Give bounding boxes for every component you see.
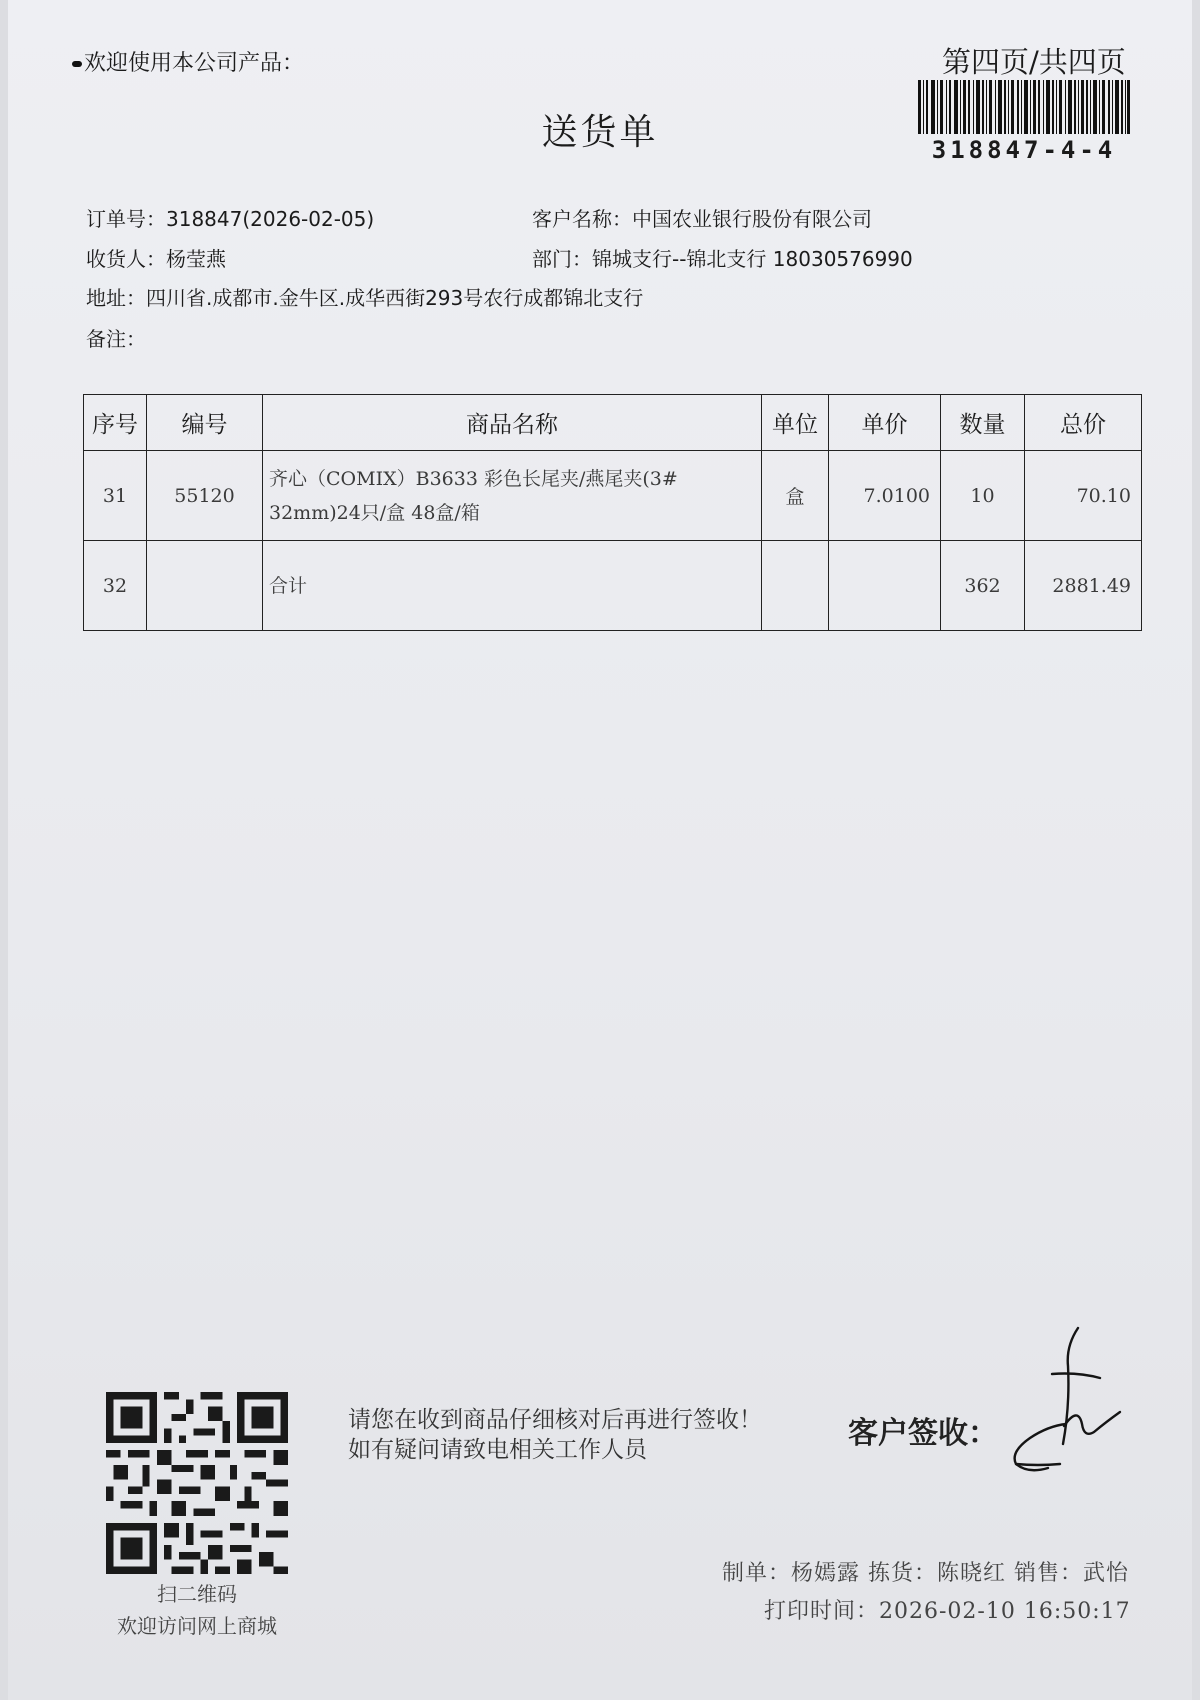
document-title: 送货单 (541, 112, 659, 153)
address-label: 地址： (86, 286, 146, 310)
receiver-value: 杨莹燕 (166, 247, 226, 271)
welcome-label: 欢迎使用本公司产品： (84, 51, 305, 76)
cell-total: 2881.49 (1025, 541, 1142, 631)
cell-unit-price (829, 541, 941, 631)
welcome-text (72, 46, 304, 77)
header-unit: 单位 (762, 395, 829, 451)
remark-label: 备注： (86, 327, 146, 351)
page-indicator: 第四页/共四页 (942, 45, 1126, 79)
customer-value: 中国农业银行股份有限公司 (632, 207, 872, 231)
header-seq: 序号 (84, 395, 147, 451)
header-unit-price: 单价 (829, 395, 941, 451)
department-field (532, 243, 913, 272)
table-row-total (84, 541, 1142, 631)
items-table (83, 394, 1142, 631)
remark-field (86, 323, 146, 352)
cell-total-label: 合计 (263, 541, 762, 631)
address-field (86, 282, 643, 311)
cell-quantity: 10 (941, 451, 1025, 541)
cell-unit (762, 541, 829, 631)
makers-line: 制单：杨嫣露 拣货：陈晓红 销售：武怡 (722, 1561, 1129, 1586)
cell-code: 55120 (147, 451, 263, 541)
order-number-field (86, 203, 374, 232)
qr-code-icon (106, 1392, 288, 1574)
receiver-label: 收货人： (86, 247, 166, 271)
cell-total: 70.10 (1025, 451, 1142, 541)
table-header-row (84, 395, 1142, 451)
print-time: 打印时间：2026-02-10 16:50:17 (764, 1599, 1131, 1624)
qr-caption-scan: 扫二维码 (157, 1582, 237, 1606)
cell-seq: 31 (84, 451, 147, 541)
customer-name-field (532, 203, 872, 232)
handwritten-signature-icon (1008, 1326, 1158, 1486)
cell-seq: 32 (84, 541, 147, 631)
cell-code (147, 541, 263, 631)
cell-unit-price: 7.0100 (829, 451, 941, 541)
header-quantity: 数量 (941, 395, 1025, 451)
receiver-field (86, 243, 226, 272)
qr-caption-mall: 欢迎访问网上商城 (117, 1614, 277, 1638)
receipt-notice: 请您在收到商品仔细核对后再进行签收！如有疑问请致电相关工作人员 (348, 1407, 762, 1463)
table-row (84, 451, 1142, 541)
cell-quantity: 362 (941, 541, 1025, 631)
header-code: 编号 (147, 395, 263, 451)
cell-product-name: 齐心（COMIX）B3633 彩色长尾夹/燕尾夹(3# 32mm)24只/盒 48盒/箱 (263, 451, 762, 541)
order-value: 318847(2026-02-05) (166, 207, 375, 231)
dot-mark-icon (72, 61, 82, 67)
header-product-name: 商品名称 (263, 395, 762, 451)
address-value: 四川省.成都市.金牛区.成华西街293号农行成都锦北支行 (146, 286, 644, 310)
order-label: 订单号： (86, 207, 166, 231)
customer-sign-label: 客户签收： (848, 1416, 998, 1451)
header-total: 总价 (1025, 395, 1142, 451)
customer-label: 客户名称： (532, 207, 632, 231)
barcode-number: 318847-4-4 (931, 136, 1117, 164)
department-label: 部门： (532, 247, 592, 271)
cell-unit: 盒 (762, 451, 829, 541)
department-value: 锦城支行--锦北支行 18030576990 (592, 247, 913, 271)
